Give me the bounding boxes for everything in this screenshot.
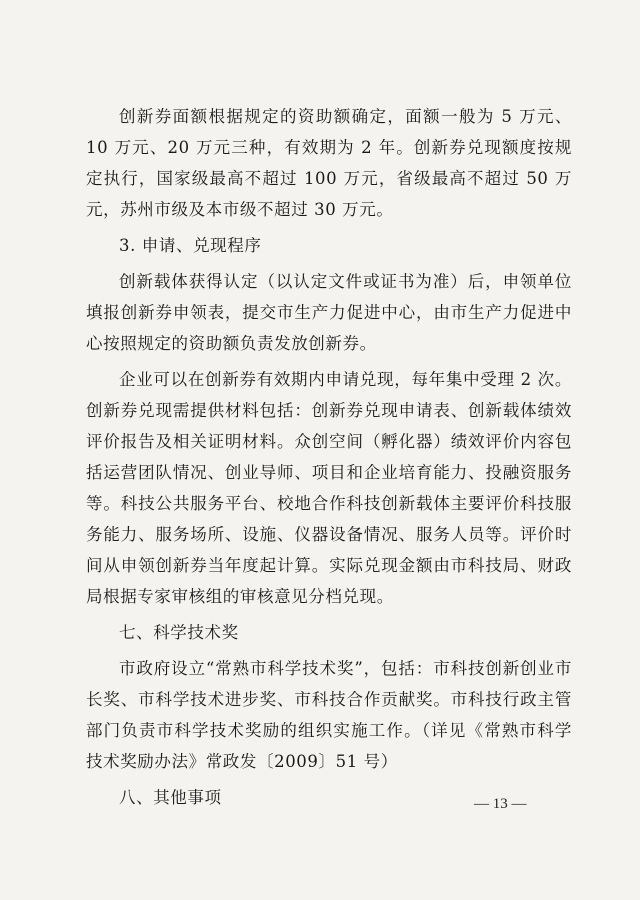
- heading-application-procedure: 3. 申请、兑现程序: [119, 236, 262, 255]
- paragraph-voucher-denomination: 创新券面额根据规定的资助额确定，面额一般为 5 万元、10 万元、20 万元三种，有效期为 2 年。创新券兑现额度按规定执行，国家级最高不超过 100 万元，省级最高不超过 50 万元，苏州市级及本市级不超过 30 万元。: [86, 107, 572, 219]
- paragraph-redemption: 企业可以在创新券有效期内申请兑现，每年集中受理 2 次。创新券兑现需提供材料包括：创新券兑现申请表、创新载体绩效评价报告及相关证明材料。众创空间（孵化器）绩效评价内容包括运营团队情况、创业导师、项目和企业培育能力、投融资服务等。科技公共服务平台、校地合作科技创新载体主要评价科技服务能力、服务场所、设施、仪器设备情况、服务人员等。评价时间从申领创新券当年度起计算。实际兑现金额由市科技局、财政局根据专家审核组的审核意见分档兑现。: [86, 370, 572, 606]
- page-number: — 13 —: [474, 796, 527, 812]
- heading-other-matters: 八、其他事项: [119, 788, 222, 807]
- paragraph-issuance: 创新载体获得认定（以认定文件或证书为准）后，申领单位填报创新券申领表，提交市生产力促进中心，由市生产力促进中心按照规定的资助额负责发放创新券。: [86, 272, 572, 353]
- paragraph-award-description: 市政府设立“常熟市科学技术奖”，包括：市科技创新创业市长奖、市科学技术进步奖、市科技合作贡献奖。市科技行政主管部门负责市科学技术奖励的组织实施工作。（详见《常熟市科学技术奖励办法》常政发〔2009〕51 号）: [86, 659, 572, 771]
- document-body: [86, 101, 572, 818]
- heading-science-award: 七、科学技术奖: [119, 623, 239, 642]
